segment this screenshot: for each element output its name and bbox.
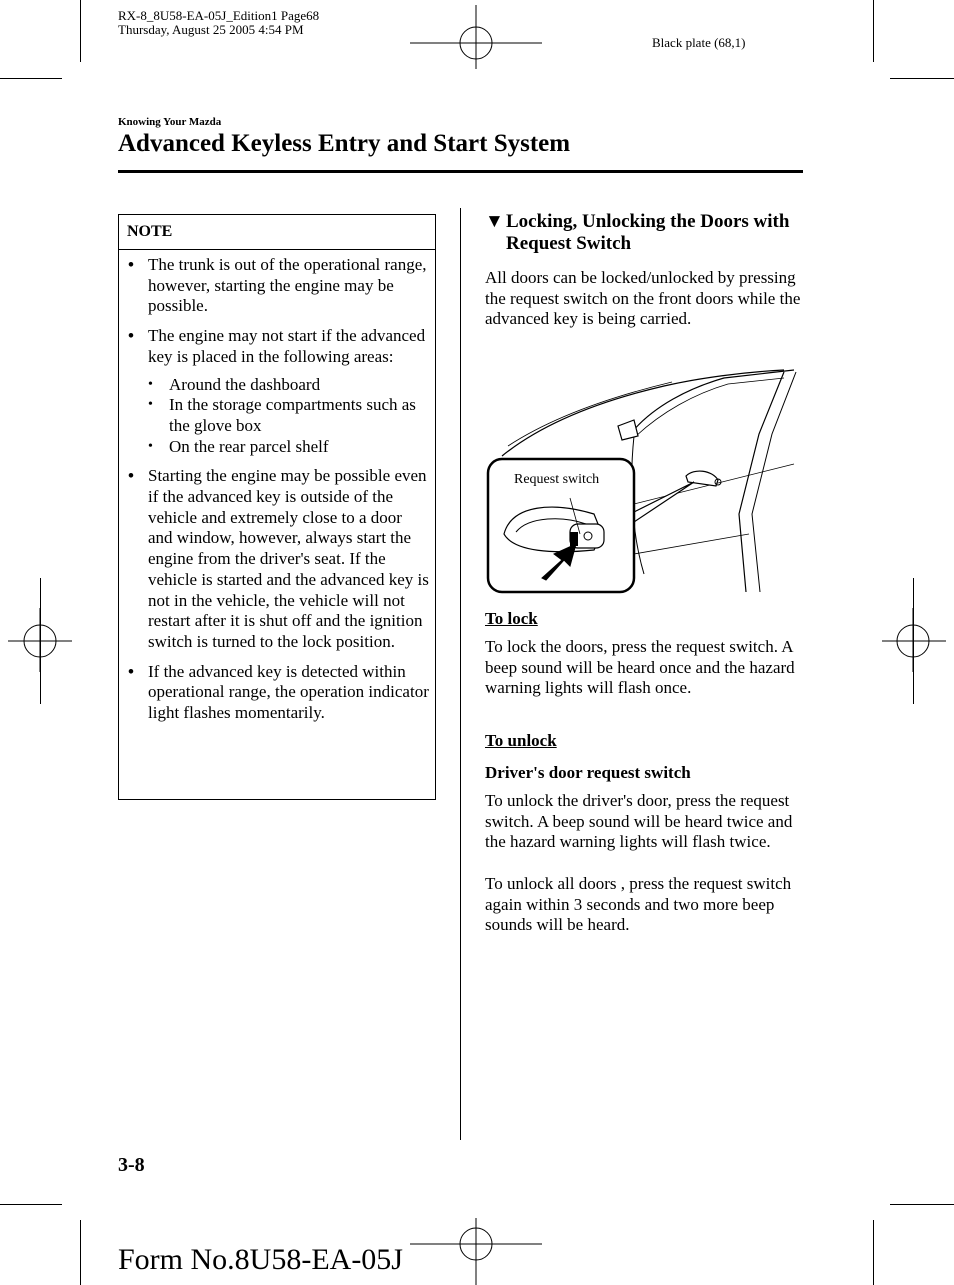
note-sub-list [119,375,435,458]
section-heading [485,211,803,255]
note-item [119,466,435,652]
intro-paragraph: All doors can be locked/unlocked by pressing the request switch on the front doors while the advanced key is being carried. [485,268,801,329]
to-lock-heading: To lock [485,609,538,628]
registration-mark-left [8,608,72,672]
note-header [119,215,435,250]
print-plate-label: Black plate (68,1) [652,35,746,50]
print-header-file: RX-8_8U58-EA-05J_Edition1 Page68 [118,8,320,23]
note-sub-item-text: Around the dashboard [169,374,321,394]
section-heading-text: Locking, Unlocking the Doors with Request Switch [506,211,790,254]
note-item-text: Starting the engine may be possible even if the advanced key is outside of the vehicle and extremely close to a door and window, however, always start the engine from the driver's seat. If the vehicle is started and the advanced key is not in the vehicle, the vehicle will not restart after it is shut off and the ignition switch is turned to the lock position. [148,466,429,651]
note-item-text: If the advanced key is detected within operational range, the operation indicator light flashes momentarily. [148,661,429,723]
small-bullet-icon: • [148,397,153,413]
note-sub-item-text: On the rear parcel shelf [169,436,329,456]
section-label: Knowing Your Mazda [118,116,222,128]
column-divider [460,208,461,1140]
driver-door-paragraph-2: To unlock all doors , press the request switch again within 3 seconds and two more beep sounds will be heard. [485,874,792,935]
bullet-icon: • [128,326,134,346]
page-title: Advanced Keyless Entry and Start System [118,130,571,157]
driver-door-heading: Driver's door request switch [485,763,691,782]
note-sub-item [119,375,435,396]
note-box [118,214,436,800]
registration-mark-right [882,608,946,672]
note-item-text: The trunk is out of the operational range, however, starting the engine may be possible. [148,255,427,316]
note-sub-item-text: In the storage compartments such as the glove box [169,395,416,435]
print-header-info [118,9,319,37]
title-rule [118,170,803,173]
note-sub-item [119,437,435,458]
to-unlock-heading: To unlock [485,731,557,750]
note-sub-item [119,395,435,436]
registration-mark-bottom [410,1218,542,1285]
note-list [119,255,435,733]
figure-label: Request switch [514,472,600,487]
form-number: Form No.8U58-EA-05J [118,1243,403,1276]
note-item-text: The engine may not start if the advanced key is placed in the following areas: [148,326,426,366]
print-header-timestamp: Thursday, August 25 2005 4:54 PM [118,22,304,37]
registration-mark-top [410,5,542,69]
page-number: 3-8 [118,1154,145,1176]
driver-door-paragraph-1: To unlock the driver's door, press the request switch. A beep sound will be heard twice and the hazard warning lights will flash twice. [485,791,793,852]
note-item [119,662,435,724]
note-item [119,255,435,317]
triangle-down-icon: ▼ [485,211,504,232]
note-item [119,326,435,367]
bullet-icon: • [128,255,134,274]
bullet-icon: • [128,661,134,681]
note-heading: NOTE [127,223,173,240]
small-bullet-icon: • [148,376,153,392]
small-bullet-icon: • [148,438,153,454]
bullet-icon: • [128,466,134,486]
to-lock-paragraph: To lock the doors, press the request switch. A beep sound will be heard once and the hazard warning lights will flash once. [485,637,795,698]
